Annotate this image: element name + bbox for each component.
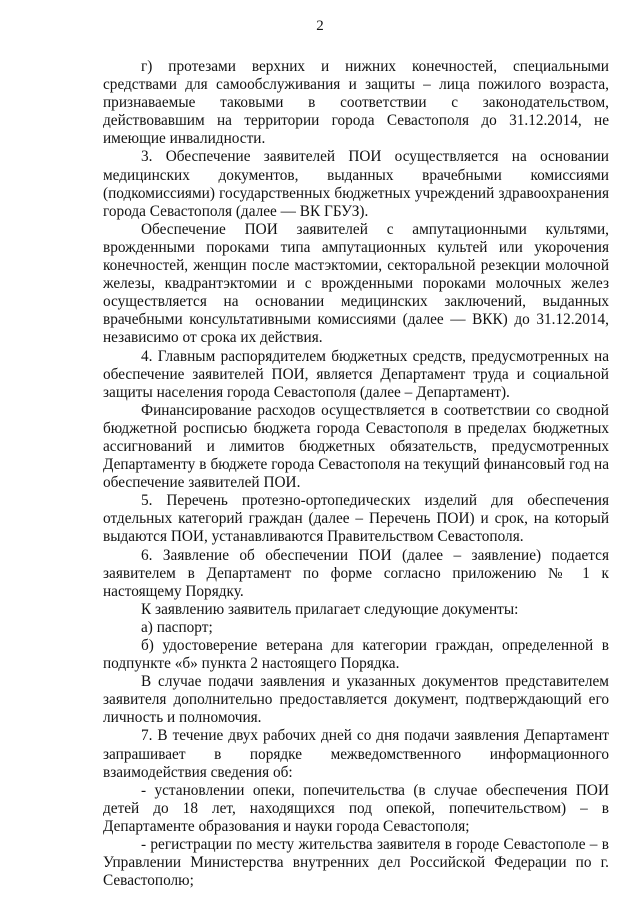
paragraph-clause-5: 5. Перечень протезно-ортопедических изделий для обеспечения отдельных категорий граждан (далее – Перечень ПОИ) и срок, на который выдаются ПОИ, устанавливаются Правительством Севастополя.: [103, 492, 609, 546]
paragraph-passport: а) паспорт;: [141, 618, 213, 636]
page-number: 2: [316, 18, 324, 34]
paragraph-registration: - регистрации по месту жительства заявителя в городе Севастополе – в Управлении Министерства внутренних дел Российской Федерации по г. Севастополю;: [103, 836, 609, 890]
paragraph-clause-4: 4. Главным распорядителем бюджетных средств, предусмотренных на обеспечение заявителей ПОИ, является Департамент труда и социальной защиты населения города Севастополя (далее – Департамент).: [103, 347, 609, 401]
paragraph-clause-3: 3. Обеспечение заявителей ПОИ осуществляется на основании медицинских документов, выданных врачебными комиссиями (подкомиссиями) государственных бюджетных учреждений здравоохранения города Севастополя (далее — ВК ГБУЗ).: [103, 148, 609, 220]
paragraph-veteran-certificate: б) удостоверение ветерана для категории граждан, определенной в подпункте «б» пункта 2 настоящего Порядка.: [103, 637, 609, 673]
paragraph-documents-intro: К заявлению заявитель прилагает следующие документы:: [141, 600, 519, 618]
paragraph-amputation-provision: Обеспечение ПОИ заявителей с ампутационными культями, врожденными пороками типа ампутационных культей или укорочения конечностей, женщин после мастэктомии, секторальной резекции молочной железы, квадрантэктомии и с врожденными пороками молочных желез осуществляется на основании медицинских заключений, выданных врачебными консультативными комиссиями (далее — ВКК) до 31.12.2014, независимо от срока их действия.: [103, 220, 609, 347]
paragraph-clause-6: 6. Заявление об обеспечении ПОИ (далее – заявление) подается заявителем в Департамент по форме согласно приложению № 1 к настоящему Порядку.: [103, 546, 609, 600]
paragraph-representative: В случае подачи заявления и указанных документов представителем заявителя дополнительно предоставляется документ, подтверждающий его личность и полномочия.: [103, 673, 609, 727]
paragraph-item-g: г) протезами верхних и нижних конечностей, специальными средствами для самообслуживания и защиты – лица пожилого возраста, признаваемые таковыми в соответствии с законодательством, действовавшим на территории города Севастополя до 31.12.2014, не имеющие инвалидности.: [103, 58, 609, 148]
paragraph-clause-7: 7. В течение двух рабочих дней со дня подачи заявления Департамент запрашивает в порядке межведомственного информационного взаимодействия сведения об:: [103, 727, 609, 781]
paragraph-financing: Финансирование расходов осуществляется в соответствии со сводной бюджетной росписью бюджета города Севастополя в пределах бюджетных ассигнований и лимитов бюджетных обязательств, предусмотренных Департаменту в бюджете города Севастополя на текущий финансовый год на обеспечение заявителей ПОИ.: [103, 401, 609, 492]
document-body: [103, 58, 609, 890]
paragraph-guardianship: - установлении опеки, попечительства (в случае обеспечения ПОИ детей до 18 лет, находящихся под опекой, попечительством) – в Департаменте образования и науки города Севастополя;: [103, 781, 609, 835]
